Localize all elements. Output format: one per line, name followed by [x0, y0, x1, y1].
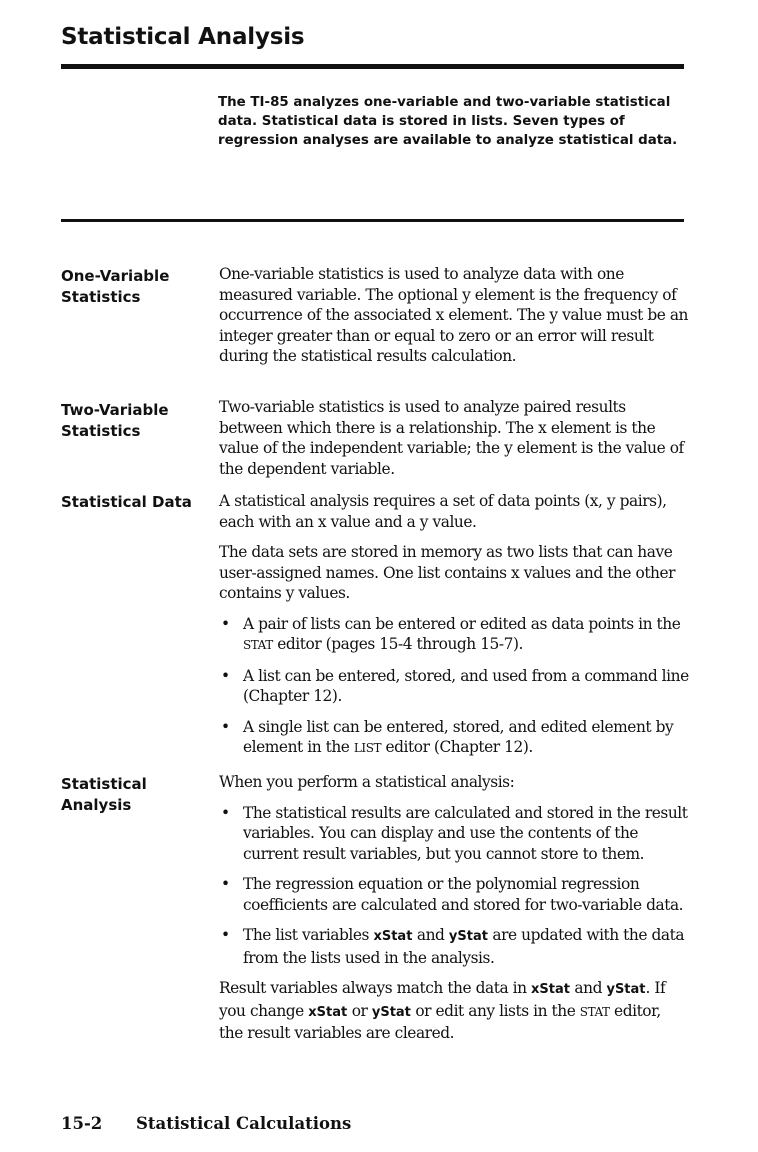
bullet-icon: •	[221, 803, 230, 822]
top-rule	[61, 64, 684, 69]
page-footer	[61, 1114, 351, 1133]
bullet-icon: •	[221, 614, 230, 633]
ystat-variable: yStat	[371, 1004, 411, 1020]
heading-statistical-data: Statistical Data	[61, 493, 192, 511]
heading-line: Two-Variable	[61, 401, 169, 419]
paragraph: One-variable statistics is used to analyze data with one measured variable. The optional y element is the frequency of occurrence of the associated x element. The y value must be an integer greater than or equal to zero or an error will result during the statistical results calculation.	[219, 265, 689, 365]
list-item: • A list can be entered, stored, and used from a command line (Chapter 12).	[221, 666, 689, 705]
ystat-variable: yStat	[606, 982, 646, 997]
list-item: • A pair of lists can be entered or edited as data points in the STAT editor (pages 15-4 through 15-7).	[221, 614, 681, 653]
paragraph: Two-variable statistics is used to analyze paired results between which there is a relationship. The x element is the value of the independent variable; the y element is the value of the dependent variable.	[219, 398, 684, 478]
paragraph: A statistical analysis requires a set of data points (x, y pairs), each with an x value and a y value.	[219, 492, 667, 531]
statistical-data-body	[219, 491, 689, 759]
statistical-analysis-body	[219, 772, 689, 1044]
heading-line: Statistics	[61, 422, 141, 440]
heading-line: One-Variable	[61, 267, 170, 285]
paragraph: The data sets are stored in memory as two lists that can have user-assigned names. One list contains x values and the other contains y values.	[219, 543, 676, 602]
chapter-title: Statistical Calculations	[136, 1114, 352, 1133]
intro-paragraph: The TI-85 analyzes one-variable and two-variable statistical data. Statistical data is stored in lists. Seven types of regression analyses are available to analyze statistical data.	[218, 95, 678, 148]
heading-line: Analysis	[61, 796, 132, 814]
list-item: • The statistical results are calculated and stored in the result variables. You can display and use the contents of the current result variables, but you cannot store to them.	[221, 803, 688, 863]
bullet-icon: •	[221, 666, 230, 685]
paragraph: When you perform a statistical analysis:	[219, 773, 515, 791]
list-key: LIST	[353, 741, 382, 755]
section-rule	[61, 219, 684, 222]
one-variable-body	[219, 264, 689, 367]
list-item: • The list variables xStat and yStat are updated with the data from the lists used in the analysis.	[221, 926, 685, 967]
ystat-variable: yStat	[448, 929, 488, 944]
heading-one-variable	[61, 266, 209, 308]
closing-paragraph: Result variables always match the data in xStat and yStat. If you change xStat or yStat or edit any lists in the STAT editor, the result variables are cleared.	[219, 979, 666, 1042]
xstat-variable: xStat	[308, 1004, 348, 1020]
page-number: 15-2	[61, 1114, 103, 1133]
stat-key: STAT	[579, 1004, 610, 1019]
heading-line: Statistics	[61, 288, 141, 306]
heading-statistical-analysis	[61, 774, 209, 816]
two-variable-body	[219, 397, 689, 479]
page-title: Statistical Analysis	[61, 24, 305, 50]
stat-key: STAT	[243, 638, 273, 652]
xstat-variable: xStat	[531, 982, 570, 997]
heading-two-variable	[61, 400, 209, 442]
list-item: • The regression equation or the polynomial regression coefficients are calculated and stored for two-variable data.	[221, 875, 684, 914]
bullet-icon: •	[221, 926, 230, 944]
list-item: • A single list can be entered, stored, and edited element by element in the LIST editor (Chapter 12).	[221, 717, 674, 756]
xstat-variable: xStat	[373, 929, 413, 944]
heading-line: Statistical	[61, 775, 147, 793]
bullet-icon: •	[221, 875, 230, 893]
bullet-icon: •	[221, 717, 230, 736]
